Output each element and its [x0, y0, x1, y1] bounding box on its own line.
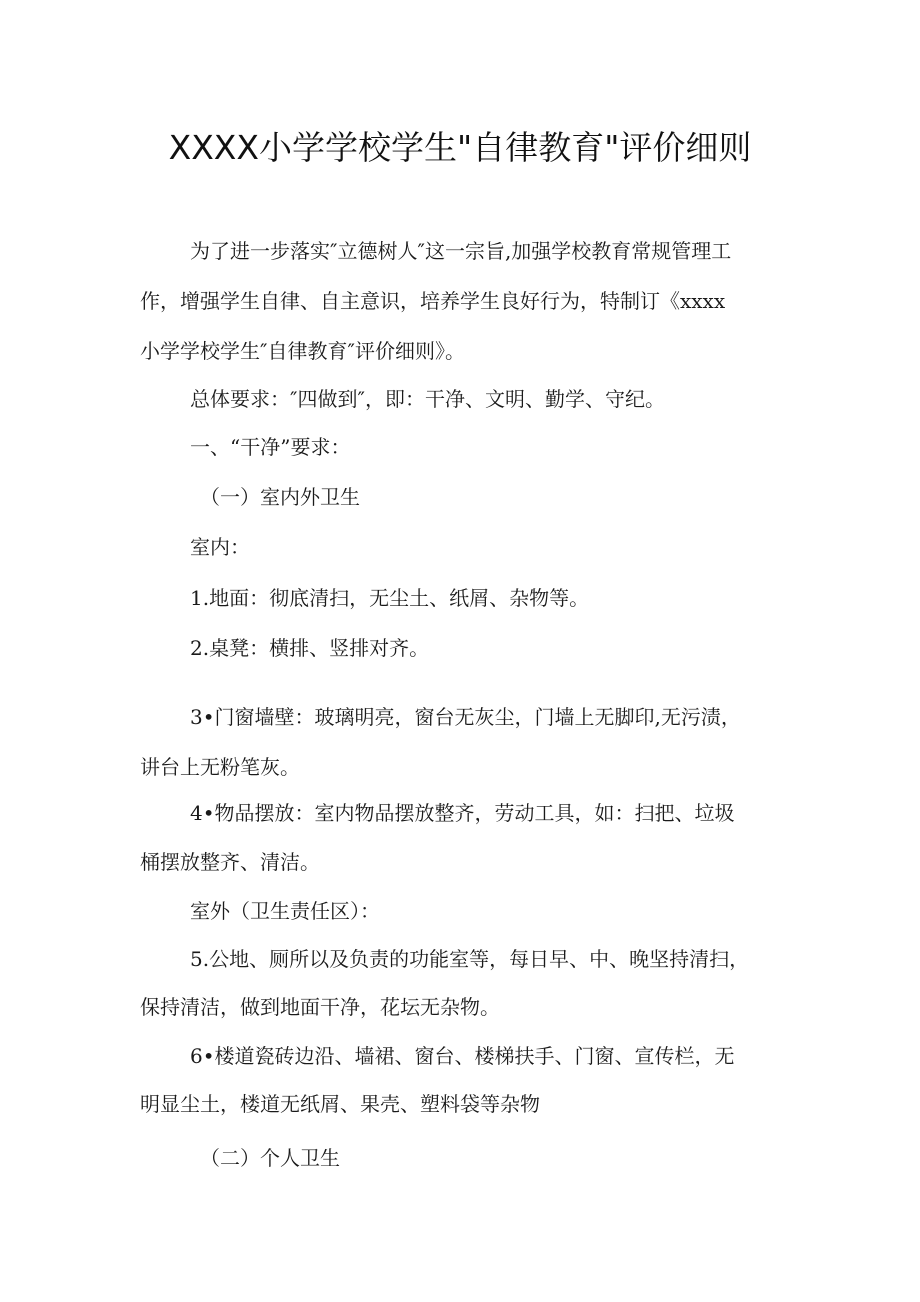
- paragraph-line: 作，增强学生自律、自主意识，培养学生良好行为，特制订《xxxx: [140, 289, 726, 313]
- list-item-continued: 讲台上无粉笔灰。: [140, 755, 300, 779]
- list-item: 1.地面：彻底清扫，无尘土、纸屑、杂物等。: [190, 586, 590, 610]
- list-item: 5.公地、厕所以及负责的功能室等，每日早、中、晚坚持清扫，: [190, 947, 750, 971]
- section-heading: 一、“干净”要求：: [190, 435, 351, 459]
- document-title: XXXX小学学校学生"自律教育"评价细则: [168, 128, 752, 167]
- paragraph-line: 室内：: [190, 535, 250, 559]
- paragraph-line: 为了进一步落实″立德树人″这一宗旨,加强学校教育常规管理工: [190, 239, 732, 263]
- subsection-heading: （二）个人卫生: [200, 1146, 340, 1170]
- list-item: 6•楼道瓷砖边沿、墙裙、窗台、楼梯扶手、门窗、宣传栏，无: [190, 1044, 735, 1068]
- subsection-heading: （一）室内外卫生: [200, 485, 360, 509]
- paragraph-line: 室外（卫生责任区）：: [190, 899, 380, 923]
- list-item-continued: 保持清洁，做到地面干净，花坛无杂物。: [140, 995, 500, 1019]
- list-item: 3•门窗墙壁：玻璃明亮，窗台无灰尘，门墙上无脚印,无污渍，: [190, 705, 741, 729]
- list-item-continued: 明显尘土，楼道无纸屑、果壳、塑料袋等杂物: [140, 1092, 540, 1116]
- list-item: 2.桌凳：横排、竖排对齐。: [190, 636, 430, 660]
- list-item-continued: 桶摆放整齐、清洁。: [140, 850, 320, 874]
- list-item: 4•物品摆放：室内物品摆放整齐，劳动工具，如：扫把、垃圾: [190, 801, 735, 825]
- paragraph-line: 小学学校学生″自律教育″评价细则》。: [140, 339, 465, 363]
- paragraph-line: 总体要求：″四做到″，即：干净、文明、勤学、守纪。: [190, 387, 665, 411]
